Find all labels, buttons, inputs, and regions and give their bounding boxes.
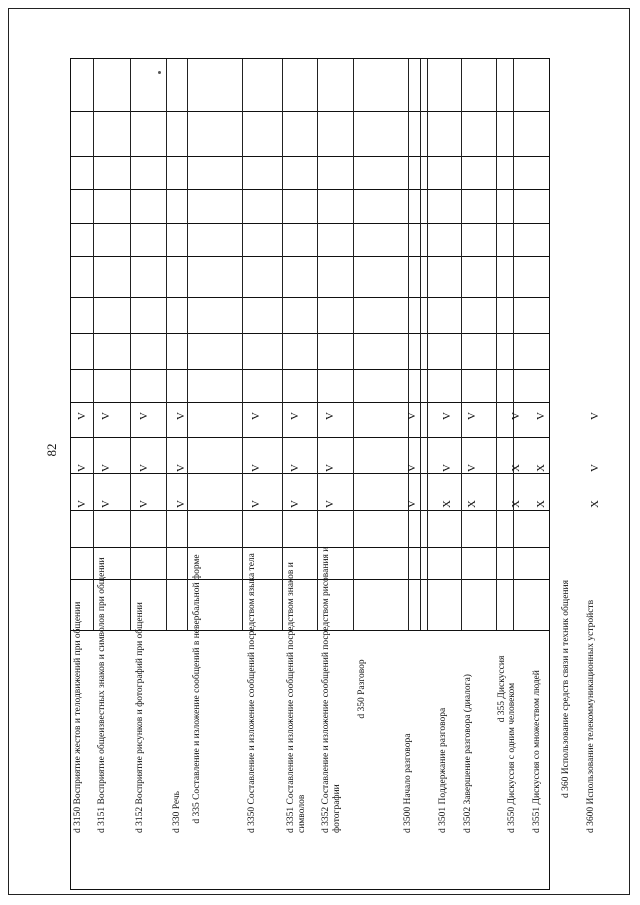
mark-v: V [100,500,112,508]
mark-v: V [324,412,336,420]
mark-v: V [441,464,453,472]
row-label: d 335 Составление и изложение сообщений в невербальной форме [192,554,202,824]
mark-v: V [289,464,301,472]
mark-x: X [535,464,547,472]
row-label: d 3600 Использование телекоммуникационных устройств [586,599,596,833]
table-horizontal-line [71,402,549,403]
mark-v: V [589,464,601,472]
table-vertical-line [353,59,354,630]
mark-x: X [510,500,522,508]
mark-v: V [250,500,262,508]
mark-v: V [406,412,418,420]
mark-x: X [510,464,522,472]
table-vertical-line [187,59,188,630]
table-horizontal-line [71,156,549,157]
mark-v: V [175,464,187,472]
row-label: d 3501 Поддержание разговора [438,707,448,833]
mark-v: V [289,500,301,508]
row-label: d 360 Использование средств связи и техник общения [561,580,571,798]
mark-v: V [250,412,262,420]
table-horizontal-line [71,189,549,190]
row-label: d 3150 Восприятие жестов и телодвижений при общении [73,601,83,833]
mark-v: V [138,500,150,508]
mark-v: V [324,464,336,472]
table-vertical-line [93,59,94,630]
table-vertical-line [461,59,462,630]
table-vertical-line [317,59,318,630]
scan-speck [158,71,161,74]
mark-v: V [100,412,112,420]
table-vertical-line [420,59,421,630]
mark-v: V [175,412,187,420]
row-label: d 3352 Составление и изложение сообщений посредством рисования и фотографии [321,546,342,833]
mark-x: X [466,500,478,508]
row-label: d 355 Дискуссия [497,655,507,723]
mark-v: V [76,412,88,420]
table-vertical-line [166,59,167,630]
row-label: d 3500 Начало разговора [403,733,413,833]
row-label: d 3351 Составление и изложение сообщений посредством знаков и символов [286,562,307,833]
mark-v: V [441,412,453,420]
table-horizontal-line [71,437,549,438]
mark-v: V [138,464,150,472]
table-vertical-line [242,59,243,630]
mark-x: X [535,500,547,508]
row-label: d 350 Разговор [357,659,367,719]
mark-v: V [175,500,187,508]
mark-v: V [76,500,88,508]
mark-v: V [535,412,547,420]
page-number: 82 [44,443,59,457]
mark-v: V [466,464,478,472]
mark-v: V [250,464,262,472]
row-label: d 3551 Дискуссия со множеством людей [532,670,542,833]
table-horizontal-line [71,333,549,334]
mark-v: V [138,412,150,420]
row-label: d 3550 Дискуссия с одним человеком [507,682,517,833]
row-label: d 3151 Восприятие общеизвестных знаков и символов при общении [97,557,107,833]
row-label: d 3152 Восприятие рисунков и фотографий при общении [135,602,145,833]
mark-v: V [589,412,601,420]
table-vertical-line [282,59,283,630]
mark-x: X [589,500,601,508]
row-label: d 3502 Завершение разговора (диалога) [463,674,473,833]
mark-v: V [406,500,418,508]
mark-x: X [441,500,453,508]
mark-v: V [76,464,88,472]
table-horizontal-line [71,256,549,257]
row-label: d 330 Речь [172,791,182,833]
mark-v: V [466,412,478,420]
table-horizontal-line [71,111,549,112]
table-horizontal-line [71,223,549,224]
table-vertical-line [427,59,428,630]
table-horizontal-line [71,369,549,370]
row-label: d 3350 Составление и изложение сообщений посредством языка тела [247,553,257,833]
assessment-table [70,58,601,890]
table-vertical-line [130,59,131,630]
mark-v: V [406,464,418,472]
mark-v: V [324,500,336,508]
mark-v: V [510,412,522,420]
mark-v: V [289,412,301,420]
mark-v: V [100,464,112,472]
table-horizontal-line [71,297,549,298]
